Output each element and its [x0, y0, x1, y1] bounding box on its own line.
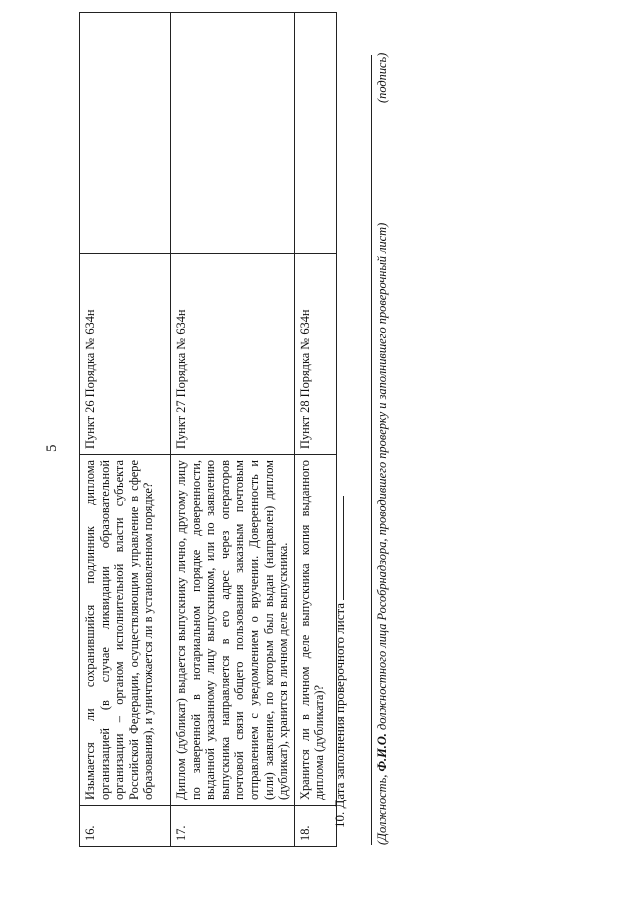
row-number: 17. — [171, 806, 295, 847]
date-label: 10. Дата заполнения проверочного листа — [332, 602, 347, 828]
row-question: Изымается ли сохранившийся подлинник диплома организацией (в случае ликвидации образовательной организации – органом исполнительной власти субъекта Российской Федерации, осуществляющим управление в сфере образования), и уничтожается ли в установленном порядке? — [80, 455, 171, 806]
row-reference: Пункт 26 Порядка № 634н — [80, 254, 171, 455]
row-question: Диплом (дубликат) выдается выпускнику лично, другому лицу по заверенной в нотариальном порядке доверенности, выданной указанному лицу выпускником, или по заявлению выпускника направляется в его адрес через операторов почтовой связи общего пользования заказным почтовым отправлением с уведомлением о вручении. Доверенность и (или) заявление, по которым был выдан (направлен) диплом (дубликат), хранится в личном деле выпускника. — [171, 455, 295, 806]
date-blank — [331, 496, 344, 600]
table-row — [80, 13, 171, 847]
table-row — [171, 13, 295, 847]
signature-caption — [375, 223, 390, 845]
caption-suffix: должностного лица Рособрнадзора, проводившего проверку и заполнившего проверочный лист) — [375, 222, 389, 734]
row-reference: Пункт 28 Порядка № 634н — [294, 254, 336, 455]
row-answer-cell — [294, 13, 336, 254]
date-line — [331, 496, 348, 828]
row-number: 18. — [294, 806, 336, 847]
row-reference: Пункт 27 Порядка № 634н — [171, 254, 295, 455]
table-row — [294, 13, 336, 847]
page-number: 5 — [44, 444, 60, 452]
row-question: Хранится ли в личном деле выпускника копия выданного диплома (дубликата)? — [294, 455, 336, 806]
signature-rule — [371, 55, 372, 845]
caption-prefix: (Должность, — [375, 771, 389, 845]
signature-label: (подпись) — [375, 52, 389, 103]
row-number: 16. — [80, 806, 171, 847]
row-answer-cell — [171, 13, 295, 254]
row-answer-cell — [80, 13, 171, 254]
caption-bold: Ф.И.О. — [375, 733, 389, 772]
checklist-table — [79, 12, 337, 847]
